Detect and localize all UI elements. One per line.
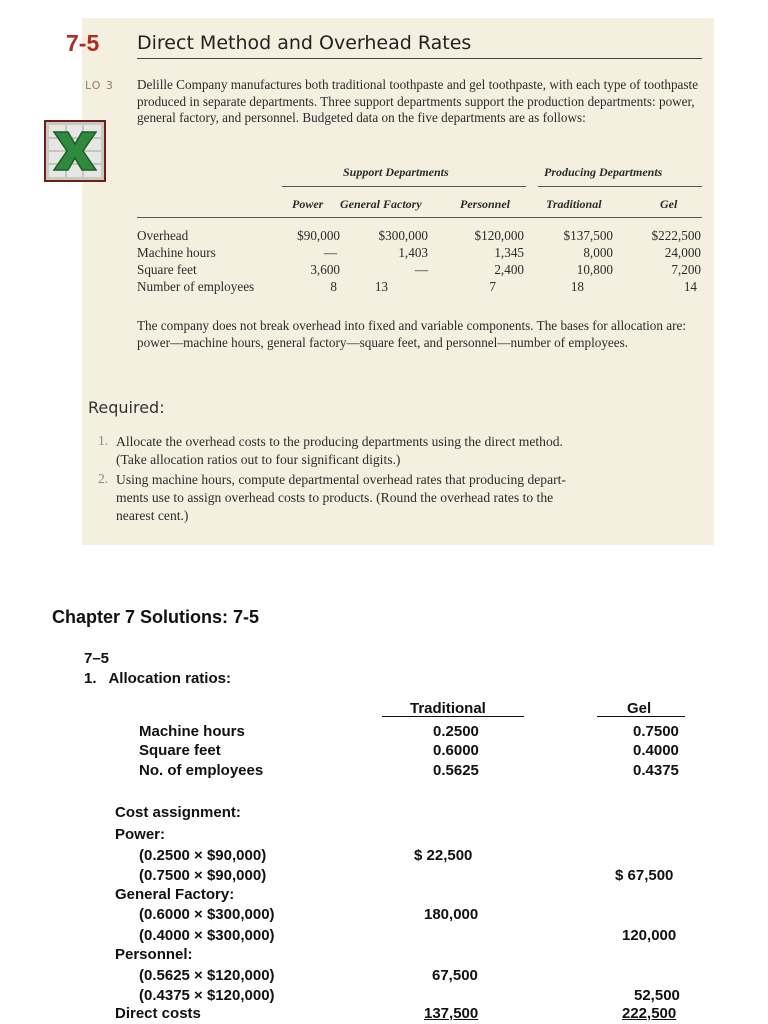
col-header-traditional: Traditional [546, 197, 602, 211]
solution-number: 7–5 [84, 650, 110, 667]
table-header-rule [137, 217, 702, 218]
table-cell: 1,403 [398, 245, 428, 260]
support-rule [282, 186, 526, 187]
group-header-producing: Producing Departments [544, 165, 663, 179]
col-header-general-factory: General Factory [340, 197, 422, 211]
col-header-personnel: Personnel [460, 197, 511, 211]
solutions-heading: Chapter 7 Solutions: 7-5 [52, 607, 260, 627]
table-cell: $137,500 [563, 228, 613, 243]
table-cell: $90,000 [297, 228, 340, 243]
ratio-traditional: 0.2500 [433, 723, 479, 740]
table-cell: — [414, 262, 428, 277]
power-traditional-calc: (0.2500 × $90,000) [139, 847, 267, 864]
table-cell: 1,345 [494, 245, 524, 260]
power-gel-calc: (0.7500 × $90,000) [139, 867, 267, 884]
required-item-1-line-2: (Take allocation ratios out to four significant digits.) [116, 452, 401, 467]
col-gel: Gel [627, 700, 652, 717]
row-label-machine-hours: Machine hours [137, 245, 216, 260]
gf-gel-value: 120,000 [622, 927, 677, 944]
producing-rule [538, 186, 702, 187]
title-rule [137, 58, 702, 59]
problem-number: 7-5 [66, 30, 100, 56]
required-item-2-line-3: nearest cent.) [116, 508, 189, 523]
personnel-gel-calc: (0.4375 × $120,000) [139, 987, 275, 1004]
table-cell: 18 [570, 279, 584, 294]
ratio-gel: 0.4000 [633, 742, 679, 759]
power-label: Power: [115, 826, 166, 843]
power-gel-value: $ 67,500 [615, 867, 674, 884]
direct-costs-label: Direct costs [115, 1005, 201, 1022]
problem-intro: Delille Company manufactures both traditional toothpaste and gel toothpaste, with each type of toothpaste produced in separate departments. Three support departments support the production departments: power, general factory, and personnel. Budgeted data on the five departments are as follows: [137, 77, 699, 125]
required-item-1 [116, 433, 706, 469]
excel-spreadsheet-icon [44, 120, 106, 182]
table-cell: 3,600 [310, 262, 340, 277]
required-number-1: 1. [98, 433, 109, 448]
required-item-2-line-2: ments use to assign overhead costs to products. (Round the overhead rates to the [116, 490, 554, 505]
required-heading: Required: [88, 398, 165, 417]
required-item-1-line-1: Allocate the overhead costs to the producing departments using the direct method. [116, 434, 563, 449]
table-cell: — [323, 245, 337, 260]
ratio-label: No. of employees [139, 762, 264, 779]
ratio-label: Square feet [139, 742, 221, 759]
personnel-traditional-calc: (0.5625 × $120,000) [139, 967, 275, 984]
table-cell: $300,000 [378, 228, 428, 243]
row-label-square-feet: Square feet [137, 262, 197, 277]
gel-underline [597, 716, 685, 717]
col-header-power: Power [292, 197, 324, 211]
required-number-2: 2. [98, 471, 109, 486]
table-cell: 24,000 [664, 245, 701, 260]
table-cell: 7 [489, 279, 496, 294]
gf-traditional-calc: (0.6000 × $300,000) [139, 906, 275, 923]
table-cell: 7,200 [671, 262, 701, 277]
table-cell: $120,000 [474, 228, 524, 243]
learning-objective: LO 3 [85, 79, 114, 92]
cost-assignment-label: Cost assignment: [115, 804, 241, 821]
gf-traditional-value: 180,000 [424, 906, 479, 923]
group-header-support: Support Departments [343, 165, 449, 179]
required-item-2 [116, 471, 706, 525]
personnel-traditional-value: 67,500 [432, 967, 478, 984]
ratio-traditional: 0.6000 [433, 742, 479, 759]
general-factory-label: General Factory: [115, 886, 235, 903]
personnel-label: Personnel: [115, 946, 193, 963]
table-cell: 8,000 [583, 245, 613, 260]
table-cell: 14 [683, 279, 697, 294]
ratio-gel: 0.7500 [633, 723, 679, 740]
part-1-label: 1. Allocation ratios: [84, 670, 231, 687]
ratio-label: Machine hours [139, 723, 245, 740]
table-cell: 2,400 [494, 262, 524, 277]
problem-title: Direct Method and Overhead Rates [137, 32, 472, 54]
direct-costs-traditional: 137,500 [424, 1005, 479, 1022]
personnel-gel-value: 52,500 [634, 987, 680, 1004]
col-header-gel: Gel [660, 197, 678, 211]
gf-gel-calc: (0.4000 × $300,000) [139, 927, 275, 944]
ratio-traditional: 0.5625 [433, 762, 479, 779]
table-cell: 10,800 [576, 262, 613, 277]
table-cell: 13 [374, 279, 388, 294]
direct-costs-gel: 222,500 [622, 1005, 677, 1022]
traditional-underline [382, 716, 524, 717]
allocation-bases-text: The company does not break overhead into fixed and variable components. The bases for allocation are: power—machine hours, general factory—square feet, and personnel—number of employees. [137, 318, 687, 350]
row-label-overhead: Overhead [137, 228, 189, 243]
power-traditional-value: $ 22,500 [414, 847, 473, 864]
required-item-2-line-1: Using machine hours, compute departmental overhead rates that producing depart- [116, 472, 566, 487]
ratio-gel: 0.4375 [633, 762, 679, 779]
col-traditional: Traditional [410, 700, 486, 717]
table-cell: 8 [330, 279, 337, 294]
row-label-number-of-employees: Number of employees [137, 279, 255, 294]
table-cell: $222,500 [651, 228, 701, 243]
